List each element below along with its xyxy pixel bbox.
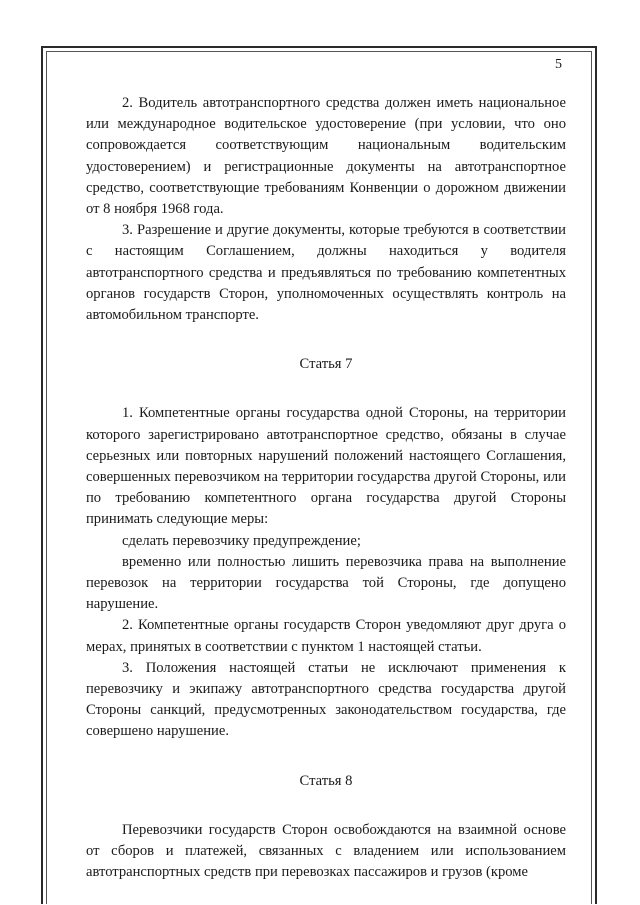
page-number: 5 xyxy=(555,57,562,72)
article-8-heading: Статья 8 xyxy=(299,772,353,789)
paragraph-3-permit-documents: 3. Разрешение и другие документы, которые требуются в соответствии с настоящим Соглашением, должны находиться у водителя автотранспортного средства и предъявляться по требованию компетентных органов государств Сторон, уполномоченных осуществлять контроль на автомобильном транспорте. xyxy=(86,222,566,324)
article-8-paragraph-1: Перевозчики государств Сторон освобождаются на взаимной основе от сборов и платежей, связанных с владением или использованием автотранспортных средств при перевозках пассажиров и грузов (кроме xyxy=(86,821,566,881)
article-7-heading: Статья 7 xyxy=(299,356,353,373)
article-7-paragraph-2: 2. Компетентные органы государств Сторон уведомляют друг друга о мерах, принятых в соответствии с пунктом 1 настоящей статьи. xyxy=(86,617,566,655)
paragraph-2-driver-license: 2. Водитель автотранспортного средства должен иметь национальное или международное водительское удостоверение (при условии, что оно сопровождается соответствующим национальным водительским удостоверением) и регистрационные документы на автотранспортное средство, соответствующие требованиям Конвенции о дорожном движении от 8 ноября 1968 года. xyxy=(86,95,566,218)
article-7-paragraph-3: 3. Положения настоящей статьи не исключают применения к перевозчику и экипажу автотранспортного средства государства другой Стороны санкций, предусмотренных законодательством государства, где совершено нарушение. xyxy=(86,659,566,740)
document-body xyxy=(86,93,566,884)
article-7-measure-revoke: временно или полностью лишить перевозчика права на выполнение перевозок на территории государства той Стороны, где допущено нарушение. xyxy=(86,553,566,613)
article-7-paragraph-1: 1. Компетентные органы государства одной Стороны, на территории которого зарегистрировано автотранспортное средство, обязаны в случае серьезных или повторных нарушений положений настоящего Соглашения, совершенных перевозчиком на территории государства другой Стороны, или по требованию компетентного органа государства другой Стороны принимать следующие меры: xyxy=(86,405,566,528)
article-7-measure-warning: сделать перевозчику предупреждение; xyxy=(122,532,361,549)
